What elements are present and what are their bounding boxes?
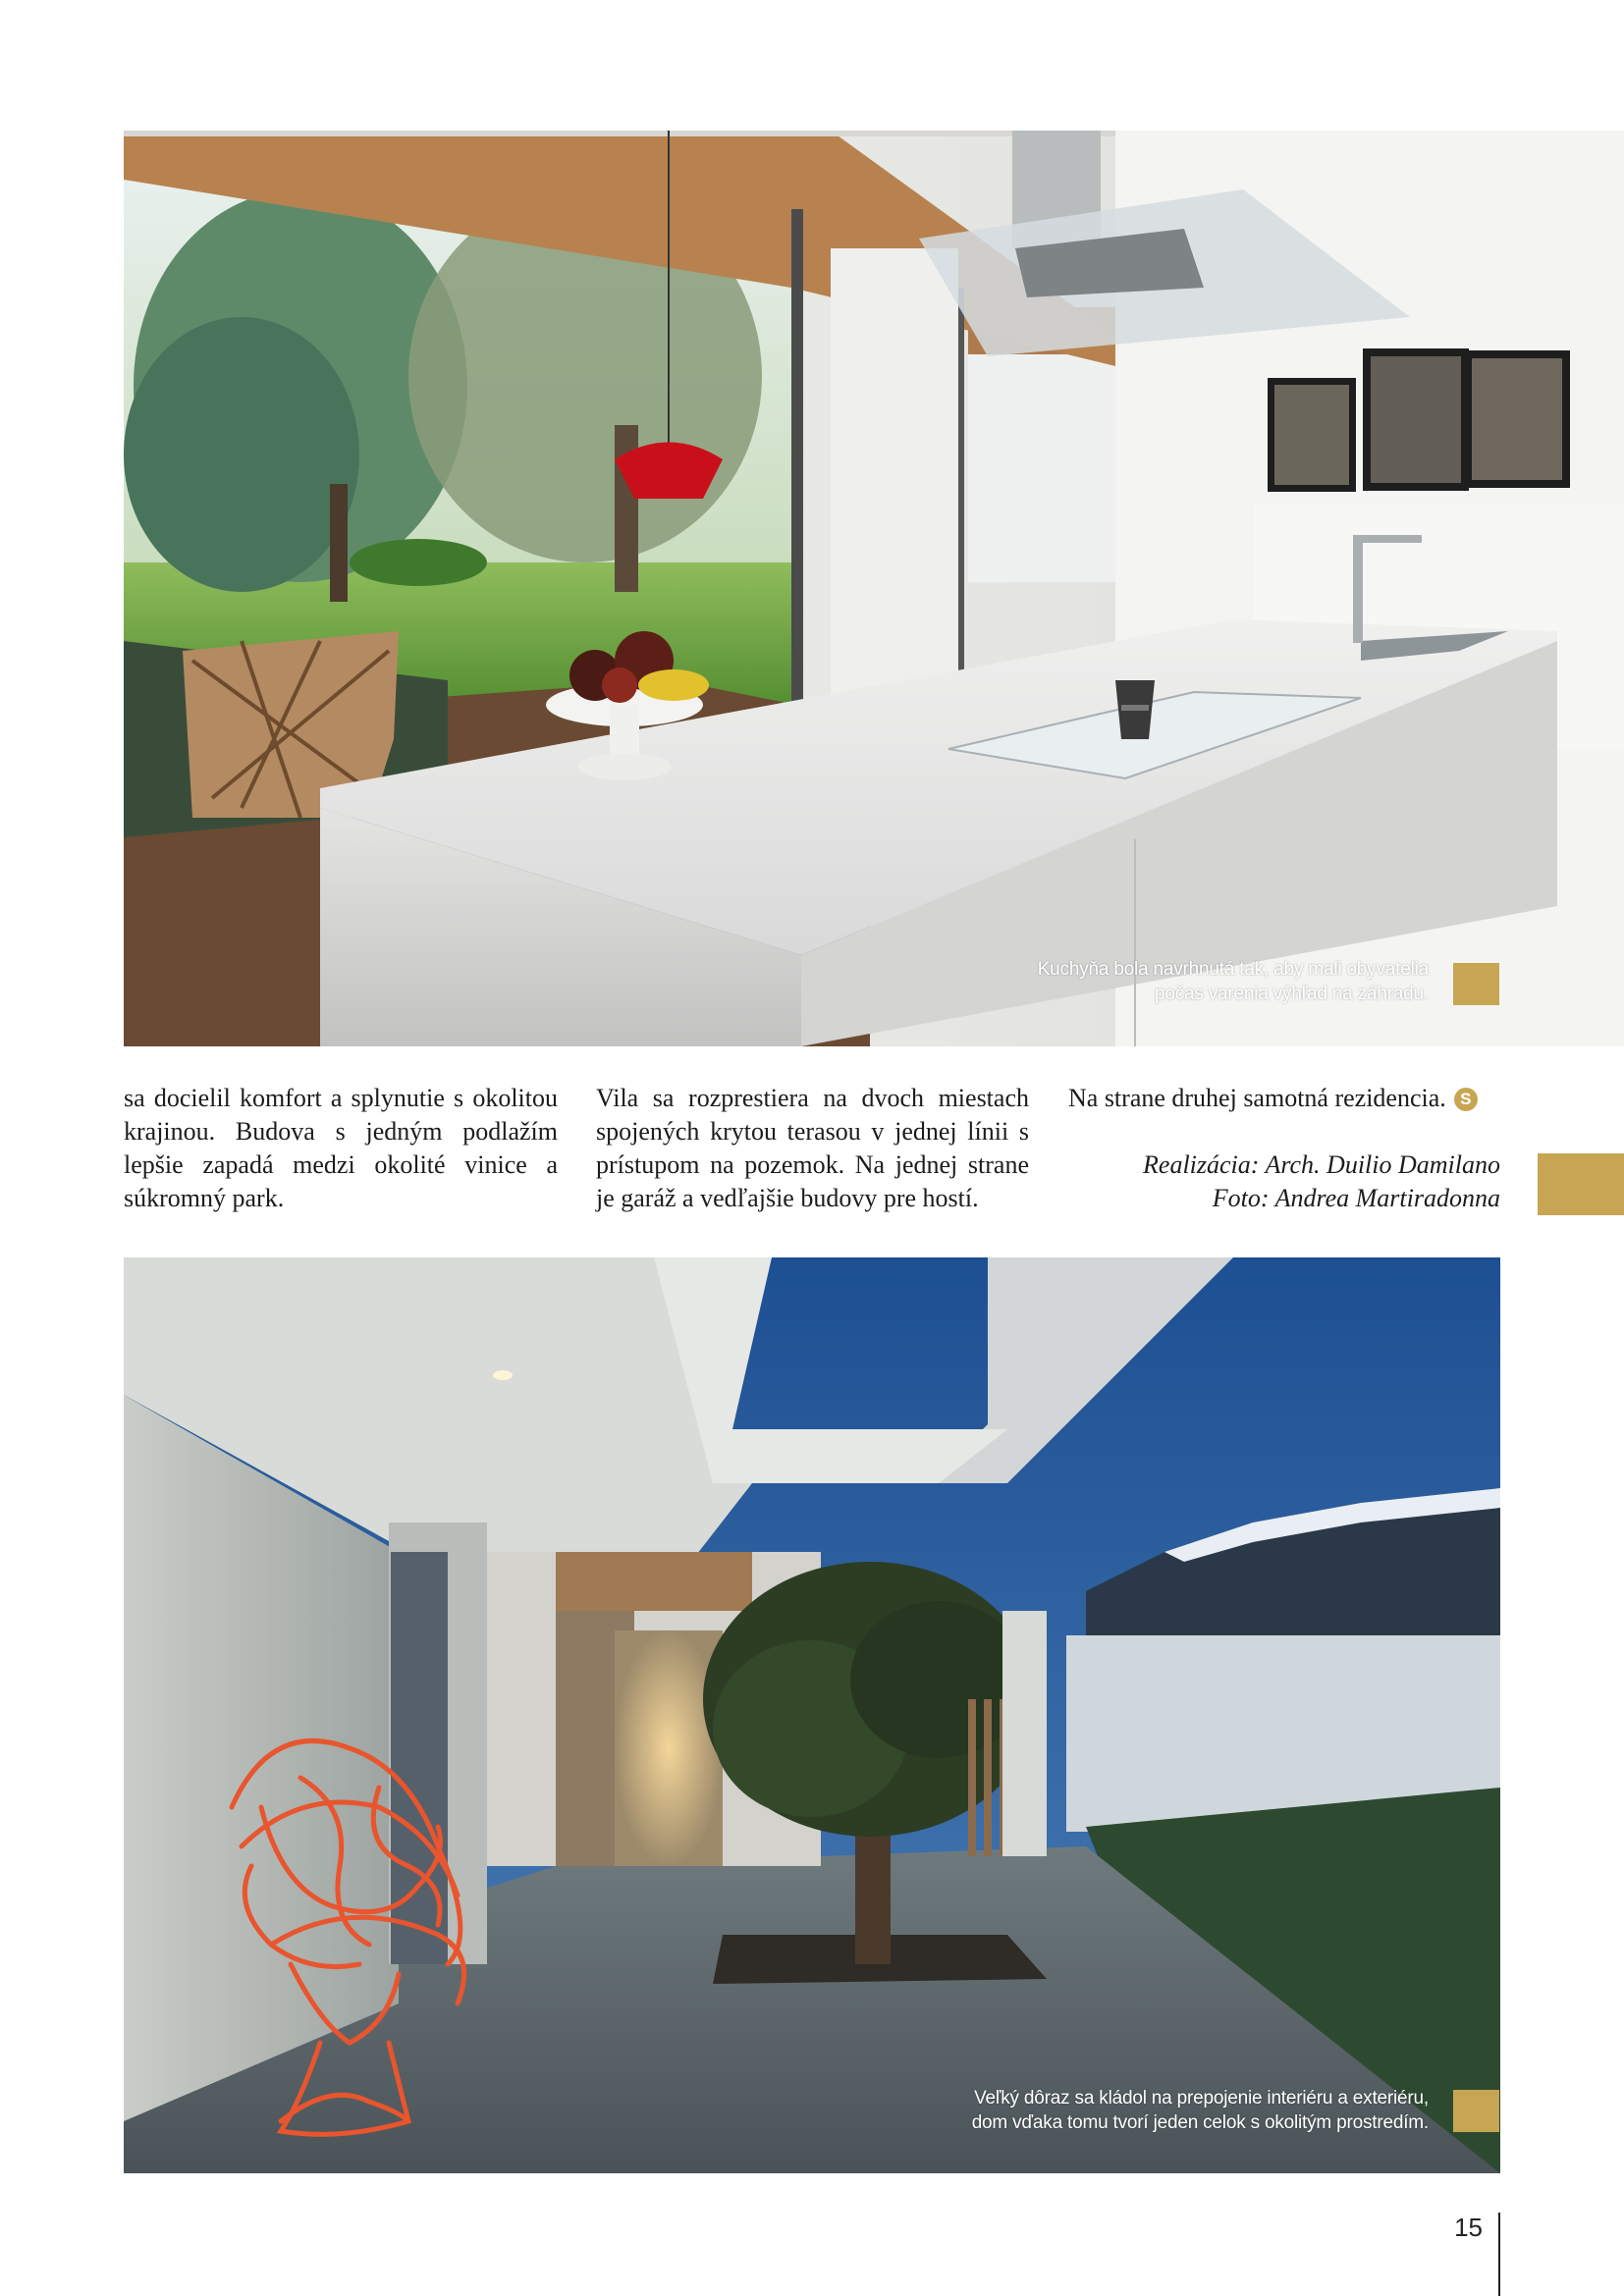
column-text [1068,1082,1500,1115]
caption-marker [1453,2090,1499,2132]
credit-photo: Foto: Andrea Martiradonna [1212,1184,1500,1212]
kitchen-photo-caption [741,957,1429,1006]
kitchen-photo [124,131,1624,1046]
page-number: 15 [1454,2213,1483,2242]
page-number-rule [1498,2213,1500,2296]
caption-marker [1453,963,1499,1005]
caption-line: Veľký dôraz sa kládol na prepojenie interiéru a exteriéru, [974,2088,1429,2109]
column-text: sa docielil komfort a splynutie s okolitou krajinou. Budova s jedným podlažím lepšie zapadá medzi okolité vinice a súkromný park. [124,1084,558,1212]
column-text: Vila sa rozprestiera na dvoch miestach spojených krytou terasou v jednej línii s prístupom na pozemok. Na jednej strane je garáž a vedľajšie budovy pre hostí. [596,1084,1029,1212]
article-end-icon: S [1454,1088,1478,1111]
article-column-3 [1068,1082,1500,1219]
terrace-photo-illustration [124,1257,1500,2173]
caption-line: Kuchyňa bola navrhnutá tak, aby mali obyvatelia [1037,959,1429,980]
terrace-photo [124,1257,1500,2173]
article-column-1 [124,1082,558,1215]
column-text-content: Na strane druhej samotná rezidencia. [1068,1084,1446,1112]
caption-line: počas varenia výhľad na záhradu. [1154,984,1429,1004]
credit-realization: Realizácia: Arch. Duilio Damilano [1143,1150,1500,1179]
section-side-tab [1538,1153,1624,1215]
terrace-photo-caption [643,2086,1429,2135]
kitchen-photo-illustration [124,131,1624,1046]
caption-line: dom vďaka tomu tvorí jeden celok s okolitým prostredím. [971,2112,1429,2133]
article-column-2 [596,1082,1029,1215]
